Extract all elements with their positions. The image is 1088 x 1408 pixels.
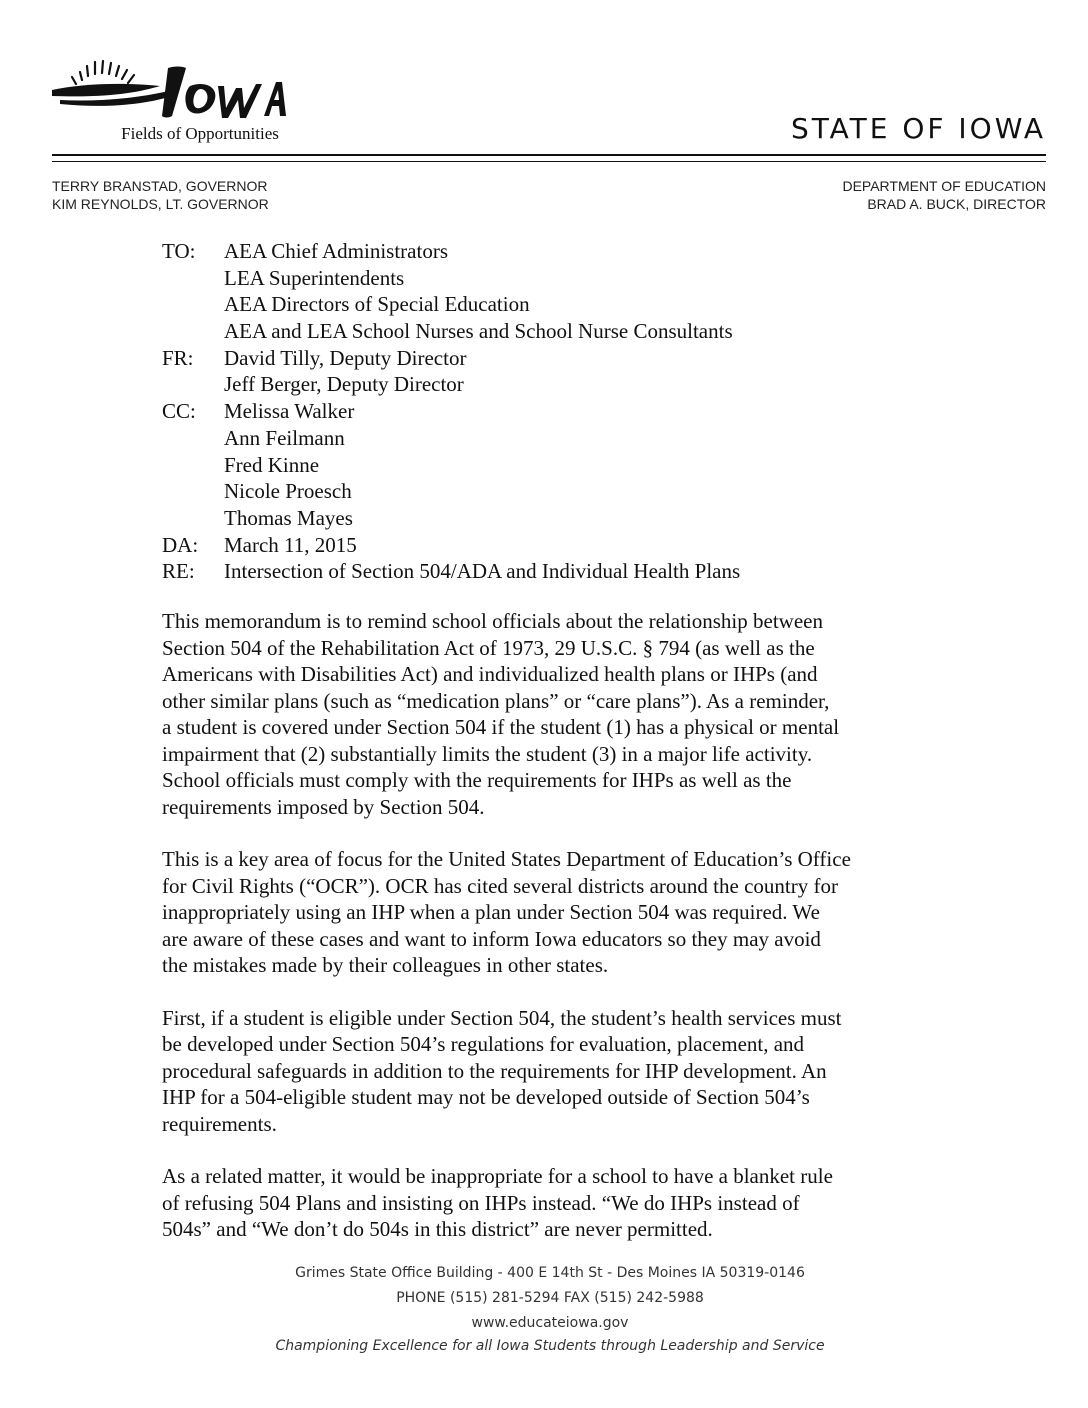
memo-subject: Intersection of Section 504/ADA and Individual Health Plans [224, 559, 741, 584]
da-label: DA: [162, 532, 199, 557]
body-line: other similar plans (such as “medication plans” or “care plans”). As a reminder, [162, 688, 830, 713]
body-line: the mistakes made by their colleagues in other states. [162, 953, 609, 977]
memo-date: March 11, 2015 [224, 532, 357, 557]
memo-header [162, 238, 1022, 585]
body-line: As a related matter, it would be inappropriate for a school to have a blanket rule [162, 1164, 833, 1188]
body-line: This is a key area of focus for the United States Department of Education’s Office [162, 847, 851, 871]
state-title: STATE OF IOWA [790, 112, 1046, 145]
to-label: TO: [162, 239, 196, 263]
from-sender: David Tilly, Deputy Director [224, 345, 467, 370]
director: BRAD A. BUCK, DIRECTOR [867, 196, 1046, 212]
cc-recipient: Melissa Walker [224, 399, 355, 424]
cc-recipient: Nicole Proesch [224, 479, 352, 504]
paragraph-2 [162, 846, 1042, 979]
body-line: Section 504 of the Rehabilitation Act of 1973, 29 U.S.C. § 794 (as well as the [162, 635, 815, 660]
officials-left [52, 177, 269, 213]
body-line: inappropriately using an IHP when a plan under Section 504 was required. We [162, 900, 820, 924]
paragraph-3 [162, 1005, 1042, 1138]
body-line: 504s” and “We don’t do 504s in this district” are never permitted. [162, 1217, 713, 1241]
cc-recipient: Thomas Mayes [224, 505, 353, 530]
footer-website[interactable]: www.educateiowa.gov [471, 1315, 629, 1331]
body-line: of refusing 504 Plans and insisting on IHPs instead. “We do IHPs instead of [162, 1190, 800, 1215]
header-rule [52, 154, 1046, 156]
officials-right [842, 177, 1046, 213]
body-line: for Civil Rights (“OCR”). OCR has cited several districts around the country for [162, 873, 838, 898]
body-line: Americans with Disabilities Act) and individualized health plans or IHPs (and [162, 662, 818, 686]
footer [0, 1261, 1088, 1356]
paragraph-1 [162, 608, 1042, 820]
cc-label: CC: [162, 399, 196, 424]
department: DEPARTMENT OF EDUCATION [842, 178, 1046, 194]
iowa-wordmark-icon [50, 58, 290, 128]
fr-label: FR: [162, 345, 194, 370]
to-recipient: AEA Chief Administrators [224, 239, 448, 263]
from-sender: Jeff Berger, Deputy Director [224, 372, 464, 397]
memo-body [162, 608, 1042, 1269]
footer-phone: PHONE (515) 281-5294 FAX (515) 242-5988 [396, 1290, 704, 1306]
iowa-logo [50, 58, 290, 150]
body-line: requirements imposed by Section 504. [162, 794, 485, 819]
body-line: a student is covered under Section 504 if the student (1) has a physical or mental [162, 715, 840, 739]
body-line: procedural safeguards in addition to the requirements for IHP development. An [162, 1058, 827, 1083]
header-rule-thin [52, 161, 1046, 162]
footer-address: Grimes State Office Building - 400 E 14th St - Des Moines IA 50319-0146 [295, 1265, 805, 1281]
to-recipient: AEA Directors of Special Education [224, 292, 530, 317]
body-line: impairment that (2) substantially limits the student (3) in a major life activity. [162, 741, 813, 766]
cc-recipient: Fred Kinne [224, 452, 320, 477]
lt-governor: KIM REYNOLDS, LT. GOVERNOR [52, 196, 269, 212]
cc-recipient: Ann Feilmann [224, 425, 345, 450]
body-line: IHP for a 504-eligible student may not be developed outside of Section 504’s [162, 1085, 810, 1109]
re-label: RE: [162, 559, 195, 584]
body-line: be developed under Section 504’s regulations for evaluation, placement, and [162, 1032, 805, 1056]
body-line: requirements. [162, 1111, 277, 1136]
logo-tagline: Fields of Opportunities [121, 124, 279, 143]
paragraph-4 [162, 1163, 1042, 1243]
footer-motto: Championing Excellence for all Iowa Students through Leadership and Service [275, 1338, 825, 1354]
body-line: This memorandum is to remind school officials about the relationship between [162, 609, 823, 633]
body-line: First, if a student is eligible under Section 504, the student’s health services must [162, 1005, 842, 1030]
body-line: School officials must comply with the requirements for IHPs as well as the [162, 768, 792, 792]
to-recipient: AEA and LEA School Nurses and School Nurse Consultants [224, 319, 733, 344]
governor: TERRY BRANSTAD, GOVERNOR [52, 178, 268, 194]
body-line: are aware of these cases and want to inform Iowa educators so they may avoid [162, 926, 821, 951]
to-recipient: LEA Superintendents [224, 265, 405, 290]
